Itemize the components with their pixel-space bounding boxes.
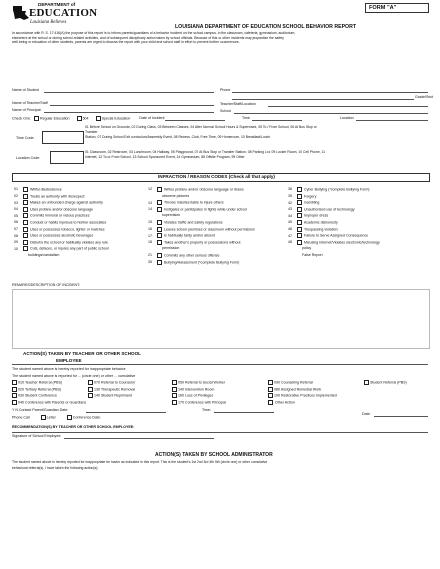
admin-report-line: The student named above is hereby reported for inappropriate be havior as indicated in this report. This is the student's 1st 2nd 3rd 4th 5th (circle one) or other cumulative [12,460,268,464]
teacher-action-group-b [88,380,135,400]
special-education-checkbox[interactable] [96,116,101,121]
date-field[interactable] [374,416,428,417]
action-label: Student Referral (PBS) [370,380,407,385]
school-label: School [220,109,231,113]
action-number: 130 [94,387,100,392]
location-code-line: Internet, 12 To or From School, 13 School Sponsored Event, 14 Gymnasium, 88 Offsite Program, 99 Other [85,155,245,159]
teacher-report-line-2: The student named above is reported for ... (circle one) or other ... cumulative [12,374,136,378]
infraction-number: 45 [288,220,292,225]
infraction-label: Commits immoral or vicious practices [30,213,90,218]
infraction-label: False Report [302,252,323,257]
contact-date-field[interactable] [86,412,166,413]
intro-paragraph [12,31,432,45]
action-label: Teacher Referral (PBS) [24,380,63,385]
signature-label: Signature of School Employee: [12,434,62,438]
action-number: 100 [274,393,280,398]
check-one-row [12,116,165,121]
action-label: Loss of Privileges [185,393,214,398]
infraction-label: Throws missiles liable to injure others [163,200,224,205]
teacher-action-group-e [364,380,407,387]
action-label: Referral to Counselor [101,380,136,385]
infraction-checkbox[interactable] [23,207,28,212]
infraction-number: 46 [288,227,292,232]
infraction-label: Unauthorized use of technology [304,207,355,212]
action-label: Conference with Parents or Guardians [25,400,87,405]
location-code-box[interactable] [50,151,84,164]
logo-line1: DEPARTMENT of [38,2,76,7]
time-field[interactable] [252,120,302,121]
action-checkbox[interactable] [268,400,273,405]
admin-actions-header: ACTION(S) TAKEN BY SCHOOL ADMINISTRATOR [155,452,273,458]
action-label: Student Conference [25,393,57,398]
action-checkbox[interactable] [88,380,93,385]
infraction-number: 14 [148,207,152,212]
action-checkbox[interactable] [364,380,369,385]
action-checkbox[interactable] [88,393,93,398]
infraction-number: 04 [14,207,18,212]
action-checkbox[interactable] [172,387,177,392]
infraction-checkbox[interactable] [23,233,28,238]
action-checkbox[interactable] [172,380,177,385]
time-code-text [85,125,317,139]
intro-line: elsewhere at the school or during school-related activities, and of subsequent disciplinary action taken by school officials. Because of this or other incidents may jeopardize the safety [12,35,284,40]
action-number: 160 [178,393,184,398]
location-code-text [85,150,325,160]
action-label: Restorative Practices Implemented [281,393,337,398]
infraction-number: 47 [288,233,292,238]
infraction-checkbox[interactable] [297,227,302,232]
infraction-label: Conduct or habits injurious to his/her associates [30,220,107,225]
action-label: Other Action [275,400,295,405]
infraction-checkbox[interactable] [23,246,28,251]
infraction-number: 06 [14,220,18,225]
teacher-actions-header-2: EMPLOYEE [56,358,82,363]
louisiana-state-icon [12,5,30,21]
teacher-name-label: Name of Teacher/Staff [12,101,48,105]
infraction-number: 43 [288,207,292,212]
time-label: Time [242,116,250,120]
infraction-label: Cyber Bullying (*complete Bullying Form) [304,187,370,192]
infraction-checkbox[interactable] [297,194,302,199]
infraction-checkbox[interactable] [157,200,162,205]
remarks-area[interactable] [12,289,430,349]
infraction-label: Gambling [304,200,320,205]
infraction-number: 44 [288,213,292,218]
infraction-label: supervision [162,213,181,218]
logo [12,2,98,30]
school-field[interactable] [234,113,428,114]
student-name-field[interactable] [44,92,214,93]
action-number: 020 [18,387,24,392]
infraction-number: 17 [148,233,152,238]
infraction-label: Commits any other serious offense [164,253,220,258]
infraction-label: policy [302,246,312,251]
infraction-checkbox[interactable] [23,200,28,205]
signature-field[interactable] [64,438,214,439]
action-checkbox[interactable] [172,393,177,398]
infraction-checkbox[interactable] [157,207,162,212]
infraction-number: 42 [288,200,292,205]
infraction-number: 02 [14,194,18,199]
action-label: Therapeutic Removal [100,387,136,392]
action-label: Referral to Social Worker [185,380,226,385]
infraction-number: 35 [148,259,152,264]
intro-line: In accordance with R. S. 17:416(A) the purpose of this report is to inform parents/guardians of a behavior incident on the school campus, in the classroom, cafeteria, gymnasium, auditorium, [12,31,296,35]
action-checkbox[interactable] [172,400,177,405]
infraction-checkbox[interactable] [297,200,302,205]
infraction-label: Writes profane and/or obscene language or draws [164,187,244,192]
infraction-number: 08 [14,233,18,238]
infraction-column-2 [148,187,276,266]
date-incident-label: Date of Incident [139,116,165,121]
recommendations-label: RECOMMENDATION(S) BY TEACHER OR OTHER SCHOOL EMPLOYEE: [12,425,135,429]
action-label: Counseling Referral [281,380,313,385]
infraction-checkbox[interactable] [157,260,162,265]
teacher-location-field[interactable] [268,106,428,107]
infraction-column-1 [14,187,142,260]
infraction-checkbox[interactable] [297,207,302,212]
contact-time-field[interactable] [214,412,274,413]
infraction-checkbox[interactable] [157,227,162,232]
teacher-location-label: Teacher/Staff/Location [220,102,256,106]
teacher-action-group-d [268,380,337,406]
phone-call-label: Phone Call [12,415,30,420]
student-name-label: Name of Student [12,88,39,92]
infraction-number: 15 [148,220,152,225]
infraction-number: 01 [14,187,18,192]
infraction-label: Misusing Internet/Violates electronic/technology [304,240,380,245]
infraction-number: 05 [14,213,18,218]
action-checkbox[interactable] [12,400,17,405]
action-checkbox[interactable] [12,380,17,385]
location-label: Location [340,116,354,120]
teacher-action-group-a [12,380,86,406]
location-field[interactable] [356,120,428,121]
special-education-label: Special Education [101,116,131,121]
teacher-name-field[interactable] [50,105,214,106]
infraction-label: Takes another's property or possessions without [163,240,241,245]
action-checkbox[interactable] [268,393,273,398]
infraction-label: Uses profane and/or obscene language [30,207,93,212]
infraction-number: 12 [148,187,152,192]
action-label: Intervention Room [185,387,215,392]
action-number: 030 [18,393,24,398]
infraction-label: Trespassing violation [303,227,338,232]
infraction-number: 16 [148,227,152,232]
infraction-number: 13 [148,200,152,205]
action-number: 070 [94,380,100,385]
infraction-label: Is habitually tardy and/or absent [164,233,215,238]
infraction-checkbox[interactable] [157,187,162,192]
infraction-checkbox[interactable] [23,220,28,225]
phone-call-checkbox[interactable] [41,415,46,420]
infraction-checkbox[interactable] [23,194,28,199]
time-code-line: Transfer [85,129,98,134]
action-label: Assigned Remedial Work [280,387,322,392]
grade-field[interactable] [232,99,414,100]
infraction-label: permission [162,246,180,251]
action-number: 140 [94,393,100,398]
location-code-line: 01 Classroom, 02 Restroom, 03 Lunchroom, 04 Hallway, 05 Playground, 07 At Bus Stop or Transfer Station, 08 Parking Lot, 09 Locker Room, 10 Cell Phone, 11 [85,150,325,154]
time-code-line: 01 Before School on Grounds, 02 During Class, 03 Between Classes, 04 After Normal School Hours & Supervised, 05 To / From School, 06 At Bus Stop or [85,125,317,129]
recommendations-field[interactable] [12,432,428,433]
conference-date-label: Conference Date: [72,415,101,420]
action-checkbox[interactable] [268,380,273,385]
infraction-label: Forgery [304,194,317,199]
infraction-label: Disturbs the school or habitually violates any rule [30,240,108,245]
action-checkbox[interactable] [12,393,17,398]
infraction-checkbox[interactable] [297,233,302,238]
infraction-number: 36 [288,187,292,192]
infraction-label: Makes an unfounded charge against authority [30,200,103,205]
form-label-box [365,3,429,13]
remarks-label: REMARKS/DESCRIPTION OF INCIDENT: [12,283,80,287]
regular-education-checkbox[interactable] [34,116,39,121]
intro-line: well-being or education of other students, parents are urged to discuss the report with your child and school staff in effort to prevent further occurrences. [12,40,240,45]
time-code-box[interactable] [42,131,84,144]
logo-line2: EDUCATION [29,7,98,19]
admin-report-line-2: behavioral referral(s). I have taken the following action(s): [12,466,99,470]
action-number: 080 [274,387,280,392]
infraction-label: Uses or possesses alcoholic beverages [30,233,94,238]
action-number: 140 [178,387,184,392]
action-checkbox[interactable] [88,387,93,392]
infraction-number: 21 [148,253,152,258]
section-divider [12,364,428,365]
action-number: 090 [274,380,280,385]
conference-checkbox[interactable] [67,415,72,420]
action-number: 040 [18,400,24,405]
date-label: Date: [362,412,371,416]
infraction-label: Bullying/Harassment (*complete Bullying Form) [164,259,240,264]
infraction-label: Violates traffic and safety regulations [164,220,223,225]
infraction-label: Academic dishonesty [303,220,338,225]
form-label: FORM "A" [369,5,397,11]
date-incident-field[interactable] [165,120,225,121]
infraction-checkbox[interactable] [23,187,28,192]
contact-time-label: Time: [202,408,211,412]
infraction-number: 39 [288,194,292,199]
infraction-header: INFRACTION / REASON CODES (Check all that apply) [158,173,275,179]
teacher-report-line: The student named above is hereby reported for inappropriate behavior [12,367,126,371]
check-one-label: Check One: [12,116,31,121]
infraction-checkbox[interactable] [297,240,302,245]
infraction-label: Cuts, defaces, or injures any part of public school [30,246,109,251]
infraction-checkbox[interactable] [157,233,162,238]
infraction-label: Treats an authority with disrespect [29,194,85,199]
teacher-actions-header: ACTION(S) TAKEN BY TEACHER OR OTHER SCHOOL [23,351,141,356]
action-number: 170 [178,400,184,405]
letter-label: Letter [46,415,56,420]
infraction-label: Willful disobedience [30,187,62,192]
logo-line3: Louisiana Believes [30,20,67,25]
action-checkbox[interactable] [12,387,17,392]
infraction-number: 48 [288,240,292,245]
infraction-checkbox[interactable] [23,213,28,218]
infraction-number: 10 [14,246,18,251]
infraction-checkbox[interactable] [23,227,28,232]
infraction-checkbox[interactable] [157,253,162,258]
principal-label: Name of Principal: [12,108,42,112]
action-checkbox[interactable] [268,387,273,392]
action-number: 050 [178,380,184,385]
infraction-label: Failure to Serve Assigned Consequence [304,233,369,238]
infraction-number: 07 [14,227,18,232]
infraction-checkbox[interactable] [297,213,302,218]
infraction-label: obscene pictures [162,193,190,198]
phone-label: Phone [220,88,231,92]
infraction-label: buildings/vandalism [28,252,60,257]
page-title: LOUISIANA DEPARTMENT OF EDUCATION SCHOOL BEHAVIOR REPORT [175,24,356,30]
phone-field[interactable] [232,92,428,93]
action-label: Tertiary Referral (PBS) [24,387,62,392]
time-code-line: Station, 07 During School Exit curriculum/Assembly Event, 08 Recess, Club, Free Time, 09 Homeroom, 10 Breakfast/Lunch [85,134,271,139]
infraction-number: 09 [14,240,18,245]
504-label: 504 [82,116,89,121]
infraction-checkbox[interactable] [23,240,28,245]
infraction-label: Uses or possesses tobacco, lighter or matches [30,227,105,232]
time-code-label: Time Code: [16,136,35,140]
infraction-label: Leaves school premises or classroom without permission [164,227,255,232]
infraction-column-3 [288,187,428,260]
phone-call-option [12,415,101,420]
action-label: Conference with Principal [185,400,226,405]
infraction-number: 18 [148,240,152,245]
action-label: Student Reprimand [101,393,132,398]
infraction-checkbox[interactable] [297,187,302,192]
location-code-label: Location Code: [16,156,41,160]
contact-parent-label: Y N Contact Parent/Guardian Date: [12,408,69,412]
infraction-checkbox[interactable] [157,220,162,225]
infraction-label: Instigates or participates in fights while under school [164,207,248,212]
infraction-checkbox[interactable] [157,240,162,245]
action-number: 010 [18,380,24,385]
infraction-checkbox[interactable] [297,220,302,225]
regular-education-label: Regular Education [39,116,70,121]
504-checkbox[interactable] [77,116,82,121]
principal-field[interactable] [44,112,214,113]
infraction-number: 03 [14,200,18,205]
infraction-label: Improper dress [304,213,329,218]
grade-label: Grade/Sect [415,95,434,99]
teacher-action-group-c [172,380,226,406]
